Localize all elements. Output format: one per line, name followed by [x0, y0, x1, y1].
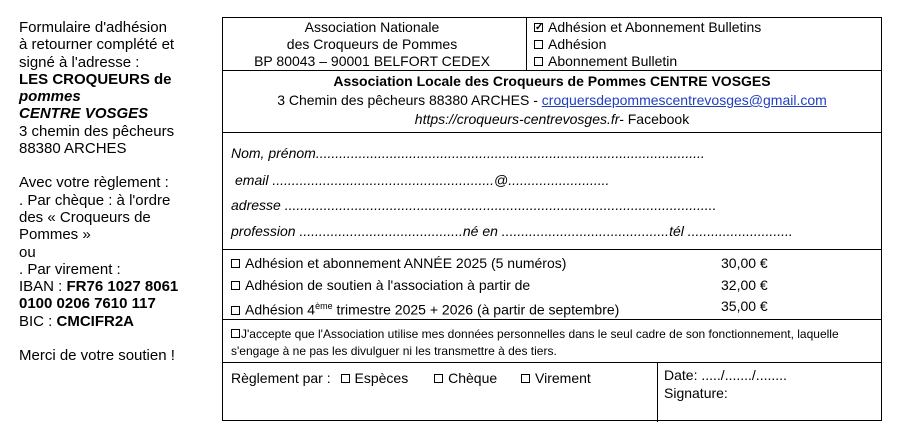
price-label: Adhésion 4 — [245, 301, 316, 318]
birth-label: né en — [462, 223, 498, 239]
website-link[interactable]: https://croqueurs-centrevosges.fr- — [414, 111, 624, 127]
divider — [223, 132, 881, 133]
virement-line: . Par virement : — [19, 260, 121, 278]
checkbox-icon[interactable] — [231, 306, 240, 315]
consent-text: J'accepte que l'Association utilise mes données personnelles dans le seul cadre de son fonctionnement, laquelle s'engage à ne pas les divulguer ni les transmettre à des tiers. — [231, 327, 839, 358]
checkbox-icon[interactable] — [534, 40, 543, 49]
address-field[interactable] — [231, 197, 716, 213]
org-name-part: LES CROQUEURS de — [19, 70, 172, 88]
local-association — [223, 72, 881, 129]
iban-label: IBAN : — [19, 278, 67, 296]
divider — [223, 70, 881, 71]
address-line: 3 chemin des pêcheurs — [19, 122, 175, 140]
email-input-line[interactable]: ......................................................... — [268, 172, 495, 188]
email-field[interactable] — [235, 172, 609, 188]
payment-option-label: Virement — [535, 370, 591, 386]
email-link[interactable]: croquersdepommescentrevosges@gmail.com — [541, 92, 827, 108]
org-name-part: CENTRE VOSGES — [19, 105, 149, 123]
email-domain-line[interactable]: .......................... — [508, 172, 610, 188]
option-membership-subscription[interactable] — [534, 19, 761, 36]
phone-label: tél — [669, 223, 684, 239]
checkbox-icon[interactable] — [231, 259, 240, 268]
consent-clause[interactable] — [231, 326, 876, 360]
national-association-name: Association Nationale — [304, 19, 440, 35]
name-field[interactable] — [231, 145, 705, 161]
iban-line — [19, 278, 214, 295]
payment-label: Règlement par : — [231, 370, 331, 386]
bic-value: CMCIFR2A — [56, 312, 135, 330]
checkbox-icon[interactable] — [521, 374, 530, 383]
payment-option-cash[interactable] — [341, 370, 409, 386]
membership-options — [534, 19, 761, 70]
national-association-address: BP 80043 – 90001 BELFORT CEDEX — [254, 53, 490, 69]
option-membership[interactable] — [534, 36, 761, 53]
address-input-line[interactable]: ............................................................................................................... — [280, 197, 717, 213]
payment-option-label: Espèces — [354, 370, 409, 386]
price-amount: 32,00 € — [721, 276, 768, 293]
address-label: adresse — [231, 197, 281, 213]
cheque-line: Pommes » — [19, 226, 91, 244]
local-association-title: Association Locale des Croqueurs de Pommes CENTRE VOSGES — [333, 73, 771, 89]
checkbox-icon[interactable] — [231, 329, 240, 338]
profession-label: profession — [231, 223, 296, 239]
name-input-line[interactable]: .................................................................................................... — [315, 145, 705, 161]
payment-option-label: Chèque — [448, 370, 498, 386]
intro-line: Formulaire d'adhésion — [19, 19, 167, 36]
cheque-line: des « Croqueurs de — [19, 208, 151, 226]
price-label: Adhésion et abonnement ANNÉE 2025 (5 numéros) — [245, 255, 567, 271]
bic-line — [19, 313, 214, 330]
birth-input-line[interactable]: ........................................... — [497, 223, 670, 239]
org-name — [19, 71, 214, 88]
pricing-options — [231, 253, 876, 321]
price-label: trimestre 2025 + 2026 (à partir de septembre) — [332, 301, 620, 318]
divider — [223, 249, 881, 250]
checkbox-icon[interactable] — [434, 374, 443, 383]
profession-field[interactable] — [231, 223, 793, 239]
thanks-text: Merci de votre soutien ! — [19, 347, 175, 365]
email-label: email — [235, 172, 269, 188]
payment-option-cheque[interactable] — [434, 370, 497, 386]
checkbox-icon[interactable] — [534, 57, 543, 66]
iban-value: FR76 1027 8061 — [66, 278, 179, 296]
bic-label: BIC : — [19, 312, 57, 330]
price-row[interactable] — [231, 253, 876, 275]
iban-value: 0100 0206 7610 117 — [19, 295, 156, 313]
price-row[interactable] — [231, 275, 876, 297]
instructions-column — [19, 19, 214, 364]
option-subscription[interactable] — [534, 53, 761, 70]
date-signature — [664, 366, 787, 402]
intro-line: signé à l'adresse : — [19, 53, 140, 71]
checkbox-icon[interactable] — [231, 281, 240, 290]
payment-option-transfer[interactable] — [521, 370, 591, 386]
divider — [657, 362, 658, 422]
national-association — [223, 18, 521, 70]
divider — [223, 362, 881, 363]
at-sign: @ — [494, 172, 509, 188]
option-label: Abonnement Bulletin — [548, 53, 678, 69]
price-label: Adhésion de soutien à l'association à partir de — [245, 276, 531, 293]
checkbox-checked-icon[interactable] — [534, 23, 543, 32]
facebook-link[interactable]: Facebook — [623, 111, 690, 127]
ordinal-suffix: ème — [315, 301, 333, 311]
payment-method — [231, 370, 591, 386]
checkbox-icon[interactable] — [341, 374, 350, 383]
option-label: Adhésion — [548, 36, 607, 52]
local-web — [223, 110, 881, 129]
price-amount: 35,00 € — [721, 298, 768, 314]
national-association-name: des Croqueurs de Pommes — [286, 36, 458, 52]
local-association-contact — [223, 91, 881, 110]
signature-field[interactable]: Signature: — [664, 385, 728, 401]
cheque-line: . Par chèque : à l'ordre — [19, 191, 171, 209]
divider — [526, 18, 527, 70]
org-name-part: pommes — [19, 88, 81, 106]
or-text: ou — [19, 243, 36, 261]
name-label: Nom, prénom — [231, 145, 316, 161]
profession-input-line[interactable]: .......................................... — [295, 223, 463, 239]
date-field[interactable]: Date: ...../......./........ — [664, 367, 787, 383]
payment-intro: Avec votre règlement : — [19, 174, 169, 192]
intro-line: à retourner complété et — [19, 36, 175, 54]
option-label: Adhésion et Abonnement Bulletins — [548, 19, 762, 35]
phone-input-line[interactable]: ........................... — [683, 223, 793, 239]
local-address: 3 Chemin des pêcheurs 88380 ARCHES - — [277, 92, 542, 108]
address-line: 88380 ARCHES — [19, 140, 127, 158]
membership-form — [222, 17, 882, 421]
price-amount: 30,00 € — [721, 255, 768, 271]
price-row[interactable] — [231, 296, 876, 321]
